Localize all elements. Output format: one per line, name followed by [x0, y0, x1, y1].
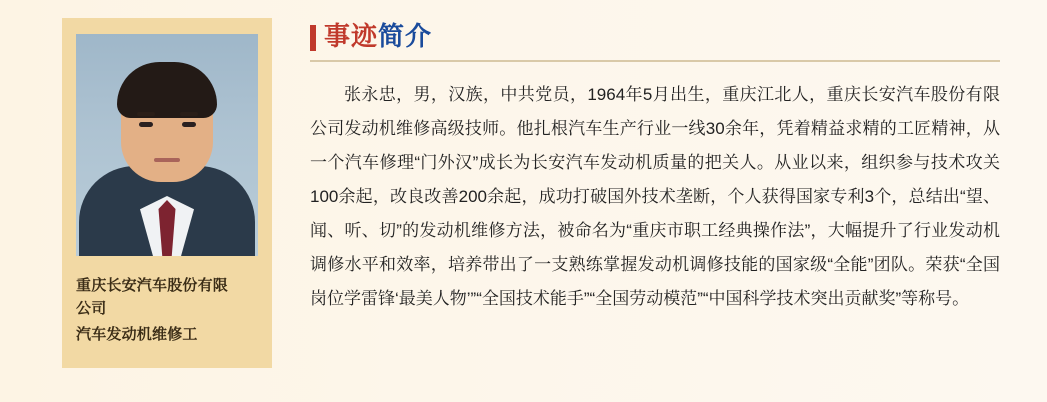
portrait-eye-right	[182, 122, 196, 127]
organization-line-1: 重庆长安汽车股份有限	[76, 277, 229, 294]
portrait-mouth	[154, 158, 180, 162]
section-title-part2: 简介	[378, 21, 433, 51]
title-accent-bar	[310, 25, 316, 51]
title-divider	[310, 60, 1000, 62]
portrait-hair	[117, 62, 217, 118]
portrait-eye-left	[139, 122, 153, 127]
biography-text: 张永忠，男，汉族，中共党员，1964年5月出生，重庆江北人，重庆长安汽车股份有限公司发动机维修高级技师。他扎根汽车生产行业一线30余年，凭着精益求精的工匠精神，从一个汽车修理“门外汉”成长为长安汽车发动机质量的把关人。从业以来，组织参与技术攻关100余起，改良改善200余起，成功打破国外技术垄断，个人获得国家专利3个，总结出“望、闻、听、切”的发动机维修方法，被命名为“重庆市职工经典操作法”，大幅提升了行业发动机调修水平和效率，培养带出了一支熟练掌握发动机调修技能的国家级“全能”团队。荣获“全国岗位学雷锋‘最美人物’”“全国技术能手”“全国劳动模范”“中国科学技术突出贡献奖”等称号。	[310, 85, 1000, 309]
organization-line-2: 公司	[76, 300, 107, 318]
profile-card	[62, 18, 272, 368]
portrait-photo	[76, 34, 258, 256]
portrait-brow-left	[137, 112, 155, 116]
portrait-brow-right	[180, 112, 198, 116]
section-title-part1: 事迹	[324, 21, 379, 51]
profile-caption	[76, 274, 258, 346]
section-title	[310, 18, 1000, 54]
content-area	[310, 18, 1000, 316]
job-title: 汽车发动机维修工	[76, 325, 198, 343]
